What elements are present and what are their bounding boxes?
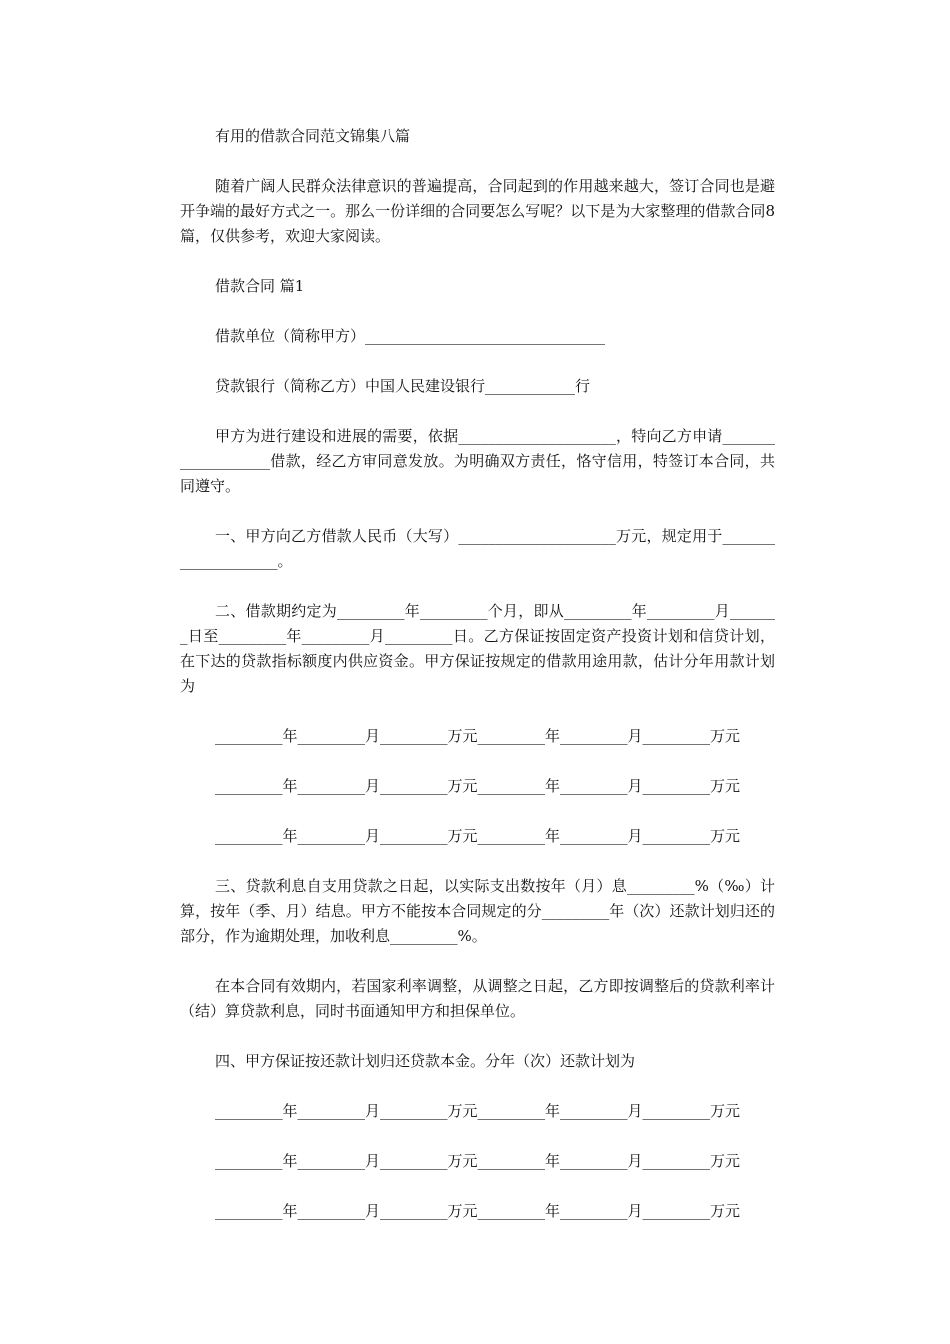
borrower-line: 借款单位（简称甲方）________________________________ <box>215 327 606 345</box>
intro-paragraph: 随着广阔人民群众法律意识的普遍提高，合同起到的作用越来越大，签订合同也是避开争端的最好方式之一。那么一份详细的合同要怎么写呢？以下是为大家整理的借款合同8篇，仅供参考，欢迎大家阅读。 <box>180 177 775 245</box>
usage-plan-row: _________年_________月_________万元_________年_________月_________万元 <box>215 777 741 795</box>
repayment-plan-row: _________年_________月_________万元_________年_________月_________万元 <box>215 1202 741 1220</box>
clause-2: 二、借款期约定为_________年_________个月，即从_________年_________月_______日至_________年_________月_________日。乙方保证按固定资产投资计划和信贷计划，在下达的贷款指标额度内供应资金。甲方保证按规定的借款用途用款，估计分年用款计划为 <box>180 602 775 695</box>
section-heading: 借款合同 篇1 <box>215 277 305 295</box>
document-page <box>180 124 775 1249</box>
rate-adjustment-paragraph: 在本合同有效期内，若国家利率调整，从调整之日起，乙方即按调整后的贷款利率计（结）算贷款利息，同时书面通知甲方和担保单位。 <box>180 977 775 1020</box>
usage-plan-row: _________年_________月_________万元_________年_________月_________万元 <box>215 827 741 845</box>
preamble-paragraph: 甲方为进行建设和进展的需要，依据_____________________，特向乙方申请___________________借款，经乙方审同意发放。为明确双方责任，恪守信用，特签订本合同，共同遵守。 <box>180 427 775 495</box>
usage-plan-row: _________年_________月_________万元_________年_________月_________万元 <box>215 727 741 745</box>
clause-4: 四、甲方保证按还款计划归还贷款本金。分年（次）还款计划为 <box>215 1052 636 1070</box>
document-title: 有用的借款合同范文锦集八篇 <box>215 127 411 145</box>
clause-1: 一、甲方向乙方借款人民币（大写）_____________________万元，规定用于____________________。 <box>180 527 775 570</box>
lender-line: 贷款银行（简称乙方）中国人民建设银行____________行 <box>215 377 591 395</box>
repayment-plan-row: _________年_________月_________万元_________年_________月_________万元 <box>215 1152 741 1170</box>
repayment-plan-row: _________年_________月_________万元_________年_________月_________万元 <box>215 1102 741 1120</box>
clause-3: 三、贷款利息自支用贷款之日起，以实际支出数按年（月）息_________%（‰）计算，按年（季、月）结息。甲方不能按本合同规定的分_________年（次）还款计划归还的部分，作为逾期处理，加收利息_________%。 <box>180 877 775 945</box>
